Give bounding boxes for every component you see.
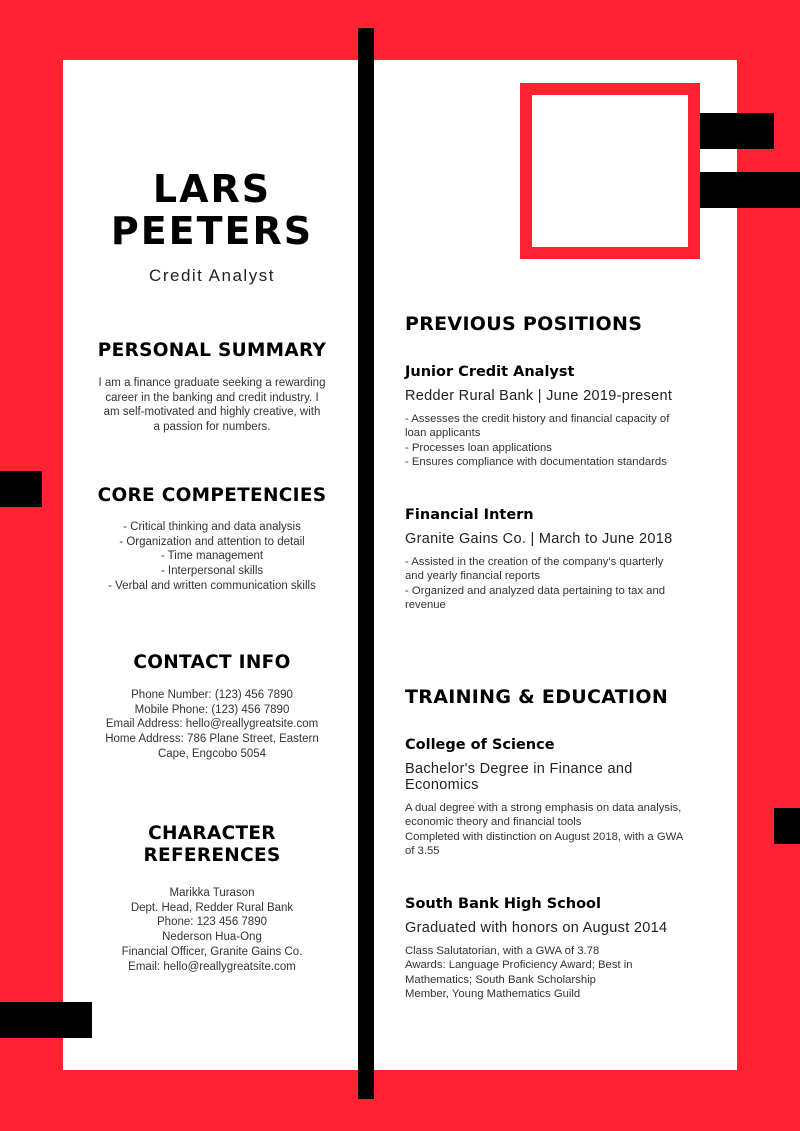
- contact-line: Email Address: hello@reallygreatsite.com: [105, 718, 319, 731]
- contact-line: Cape, Engcobo 5054: [157, 747, 267, 760]
- education-description: [405, 944, 705, 1002]
- decorative-bar-right-1: [774, 808, 800, 844]
- job-description: [405, 555, 705, 613]
- character-references-heading: [80, 823, 344, 867]
- education-description: [405, 801, 705, 859]
- job-description-line: loan applicants: [405, 427, 481, 440]
- education-description-line: Completed with distinction on August 2018, with a GWA: [405, 830, 684, 843]
- job-description-line: and yearly financial reports: [405, 570, 541, 583]
- name-line-1: LARS: [152, 167, 272, 211]
- education-entry: [405, 896, 705, 1002]
- education-subtitle: [405, 761, 705, 793]
- job-entry: [405, 364, 705, 470]
- job-title: Financial Intern: [405, 507, 534, 523]
- summary-line: I am a finance graduate seeking a rewarding: [98, 377, 326, 389]
- personal-summary-heading: PERSONAL SUMMARY: [97, 340, 327, 361]
- decorative-bar-left-2: [0, 1002, 92, 1038]
- core-competencies-section: [80, 485, 344, 594]
- job-entry: [405, 507, 705, 613]
- decorative-bar-left-1: [0, 471, 42, 507]
- reference-line: Financial Officer, Granite Gains Co.: [121, 945, 303, 958]
- job-description-line: revenue: [405, 599, 446, 612]
- job-description-line: - Organized and analyzed data pertaining to tax and: [405, 584, 666, 597]
- education-subtitle-line: Economics: [405, 777, 479, 793]
- education-entry: [405, 737, 705, 859]
- decorative-bar-top-right-1: [700, 113, 774, 149]
- decorative-bar-top-right-2: [700, 172, 800, 208]
- reference-line: Email: hello@reallygreatsite.com: [128, 960, 296, 973]
- education-title: South Bank High School: [405, 896, 601, 912]
- reference-line: Phone: 123 456 7890: [157, 916, 267, 929]
- job-description-line: - Processes loan applications: [405, 441, 552, 454]
- references-heading-line-1: CHARACTER: [148, 823, 276, 844]
- job-description-line: - Assesses the credit history and financial capacity of: [405, 413, 670, 425]
- education-subtitle-line: Bachelor's Degree in Finance and: [405, 761, 633, 777]
- job-subtitle: Redder Rural Bank | June 2019-present: [405, 388, 673, 404]
- contact-line: Mobile Phone: (123) 456 7890: [134, 703, 290, 716]
- job-description-line: - Assisted in the creation of the company's quarterly: [405, 556, 664, 568]
- photo-placeholder: [532, 95, 688, 247]
- reference-line: Marikka Turason: [169, 887, 255, 899]
- contact-line: Phone Number: (123) 456 7890: [131, 689, 293, 701]
- previous-positions-heading: PREVIOUS POSITIONS: [405, 313, 643, 335]
- job-description-line: - Ensures compliance with documentation standards: [405, 456, 667, 469]
- education-subtitle: Graduated with honors on August 2014: [405, 920, 668, 936]
- summary-line: a passion for numbers.: [153, 421, 271, 434]
- summary-line: career in the banking and credit industry. I: [105, 391, 319, 404]
- competency-item: - Organization and attention to detail: [119, 535, 305, 548]
- core-competencies-heading: CORE COMPETENCIES: [97, 485, 327, 506]
- education-description-line: A dual degree with a strong emphasis on data analysis,: [405, 802, 682, 814]
- references-heading-line-2: REFERENCES: [143, 845, 281, 866]
- competency-item: - Verbal and written communication skills: [108, 579, 316, 592]
- name-line-2: PEETERS: [110, 209, 314, 253]
- character-references-section: [80, 823, 344, 974]
- education-title: College of Science: [405, 737, 555, 753]
- education-description-line: Mathematics; South Bank Scholarship: [405, 973, 596, 986]
- competency-item: - Time management: [160, 550, 264, 563]
- job-subtitle: Granite Gains Co. | March to June 2018: [405, 531, 673, 547]
- contact-info-heading: CONTACT INFO: [133, 652, 291, 673]
- reference-line: Dept. Head, Redder Rural Bank: [130, 901, 294, 914]
- education-description-line: Member, Young Mathematics Guild: [405, 988, 581, 1001]
- training-education-heading: TRAINING & EDUCATION: [405, 686, 669, 708]
- competency-item: - Interpersonal skills: [160, 565, 264, 578]
- job-title: Junior Credit Analyst: [405, 364, 575, 380]
- education-description-line: of 3.55: [405, 845, 440, 858]
- center-divider-bar: [358, 28, 374, 1099]
- summary-line: am self-motivated and highly creative, with: [103, 406, 321, 419]
- job-role: Credit Analyst: [149, 266, 275, 285]
- contact-line: Home Address: 786 Plane Street, Eastern: [105, 733, 319, 746]
- competency-item: - Critical thinking and data analysis: [123, 521, 301, 533]
- personal-summary-section: [80, 340, 344, 435]
- education-description-line: economic theory and financial tools: [405, 816, 582, 829]
- name-heading: [80, 168, 344, 252]
- contact-info-section: [80, 652, 344, 762]
- education-description-line: Class Salutatorian, with a GWA of 3.78: [405, 945, 600, 957]
- education-description-line: Awards: Language Proficiency Award; Best in: [405, 959, 633, 972]
- reference-line: Nederson Hua-Ong: [162, 931, 262, 944]
- job-description: [405, 412, 705, 470]
